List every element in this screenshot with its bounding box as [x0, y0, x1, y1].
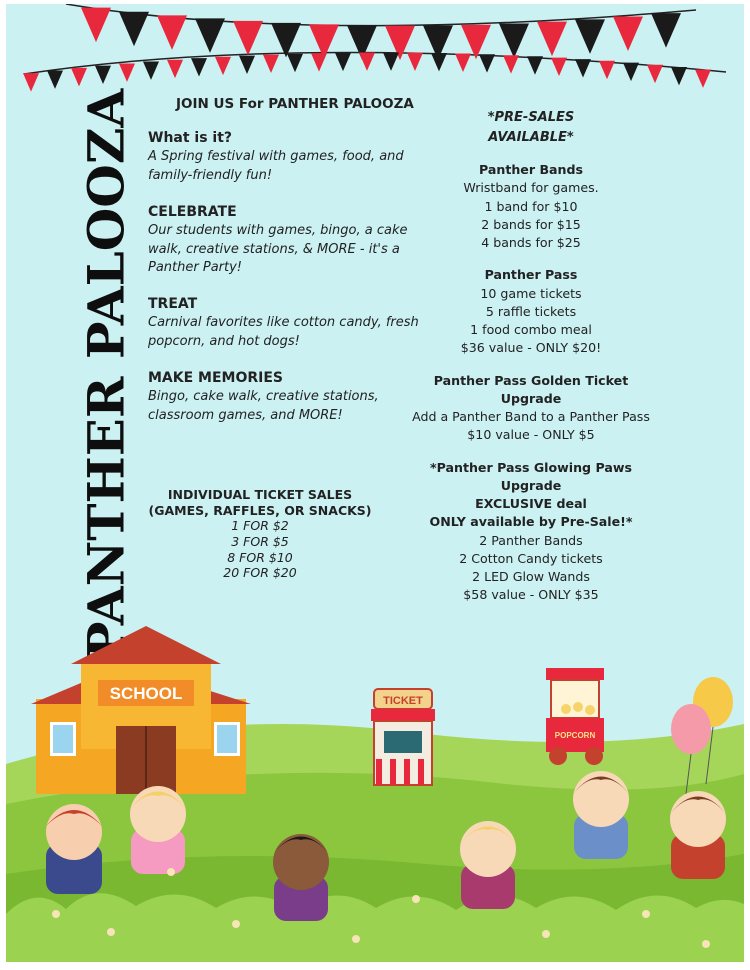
section-heading: CELEBRATE: [148, 203, 237, 220]
ticket-sign: TICKET: [383, 695, 423, 707]
individual-ticket-sales: [144, 487, 376, 581]
cart-sign: POPCORN: [554, 731, 596, 740]
bunting-flag: [119, 63, 135, 81]
bunting-flag: [623, 63, 639, 81]
vertical-title: PANTHER PALOOZA: [76, 88, 136, 660]
bunting-flag: [215, 57, 231, 75]
bunting-flag: [613, 16, 643, 51]
offer-line: 5 raffle tickets: [485, 303, 577, 319]
price-line: 20 FOR $20: [223, 565, 297, 581]
price-line: 1 FOR $2: [231, 518, 289, 534]
section-celebrate: [148, 204, 423, 279]
offer-line: $36 value - ONLY $20!: [460, 340, 602, 356]
school-building: [31, 626, 251, 794]
presale-column: [411, 108, 651, 605]
offer-title: ONLY available by Pre-Sale!*: [429, 514, 633, 530]
bunting-flag: [455, 54, 471, 72]
offer-title: EXCLUSIVE deal: [475, 496, 587, 511]
offer-line: $10 value - ONLY $5: [467, 427, 595, 443]
section-heading: What is it?: [148, 130, 233, 146]
price-line: 8 FOR $10: [227, 549, 293, 565]
offer-line: 10 game tickets: [480, 285, 582, 301]
individual-heading: INDIVIDUAL TICKET SALES: [167, 487, 353, 502]
section-what: [148, 130, 423, 186]
offer-line: 1 band for $10: [484, 198, 578, 214]
flyer-page: [6, 4, 744, 962]
section-memories: [148, 370, 423, 426]
offer-line: 2 Cotton Candy tickets: [459, 550, 603, 566]
bunting-flag: [599, 61, 615, 79]
bunting-flag: [499, 23, 529, 58]
bunting-flag: [575, 19, 605, 54]
offer-line: Add a Panther Band to a Panther Pass: [412, 409, 650, 424]
bunting-flag: [195, 18, 225, 53]
offer-panther-pass: [411, 266, 651, 357]
offer-title: Panther Pass: [484, 267, 578, 283]
popcorn-cart: [546, 668, 604, 765]
bunting-flag: [383, 52, 399, 70]
bunting-flag: [671, 67, 687, 85]
bunting-flag: [651, 13, 681, 48]
bunting-flag: [431, 53, 447, 71]
offer-line: 1 food combo meal: [470, 322, 592, 337]
offer-line: 2 bands for $15: [481, 216, 581, 232]
section-heading: MAKE MEMORIES: [148, 369, 284, 386]
offer-title: Panther Pass Golden Ticket Upgrade: [433, 372, 629, 406]
section-body: Our students with games, bingo, a cake walk, creative stations, & MORE - it's a Panther Party!: [148, 222, 408, 276]
bunting-flag: [575, 59, 591, 77]
bunting-flag: [695, 69, 711, 87]
ticket-booth: [371, 689, 435, 785]
bunting-flag: [23, 73, 39, 91]
section-treat: [148, 296, 423, 352]
bunting-flag: [647, 65, 663, 83]
bunting-flag: [239, 56, 255, 74]
offer-line: 2 Panther Bands: [479, 532, 583, 548]
presales-label: AVAILABLE*: [488, 129, 574, 145]
section-body: Carnival favorites like cotton candy, fresh popcorn, and hot dogs!: [148, 315, 419, 350]
festival-illustration: [6, 614, 744, 962]
offer-line: 2 LED Glow Wands: [472, 569, 590, 584]
section-heading: TREAT: [148, 296, 198, 313]
bunting-flag: [551, 58, 567, 76]
bunting-flag: [527, 56, 543, 74]
offer-golden-ticket: [411, 372, 651, 445]
bunting-flag: [407, 53, 423, 71]
bunting-flag: [81, 8, 111, 43]
school-sign: SCHOOL: [109, 684, 183, 703]
bunting-flag: [71, 68, 87, 86]
offer-line: 4 bands for $25: [481, 235, 581, 250]
offer-title: Panther Bands: [478, 162, 584, 177]
bunting-flag: [335, 53, 351, 71]
bunting-flag: [143, 61, 159, 79]
info-column: [148, 96, 423, 426]
offer-panther-bands: [411, 161, 651, 252]
bunting-flag: [287, 54, 303, 72]
offer-line: $58 value - ONLY $35: [463, 587, 599, 603]
join-heading: JOIN US For PANTHER PALOOZA: [176, 96, 414, 112]
offer-line: Wristband for games.: [463, 180, 599, 196]
individual-subheading: (GAMES, RAFFLES, OR SNACKS): [148, 502, 372, 518]
offer-glowing-paws: [411, 459, 651, 605]
price-line: 3 FOR $5: [231, 533, 289, 549]
bunting-flag: [503, 55, 519, 73]
bunting-flag: [263, 55, 279, 73]
bunting-flag: [157, 15, 187, 50]
bunting-flag: [359, 53, 375, 71]
bunting-flag: [191, 58, 207, 76]
bunting-flag: [233, 21, 263, 56]
section-body: A Spring festival with games, food, and family-friendly fun!: [148, 149, 404, 183]
bunting-flag: [95, 66, 111, 84]
bunting-flag: [479, 54, 495, 72]
bunting-flag: [119, 12, 149, 47]
section-body: Bingo, cake walk, creative stations, classroom games, and MORE!: [148, 388, 379, 423]
bunting-flag: [311, 53, 327, 71]
bunting-flag: [537, 22, 567, 57]
bunting-flag: [47, 70, 63, 88]
presales-label: *PRE-SALES: [487, 110, 575, 125]
offer-title: *Panther Pass Glowing Paws Upgrade: [430, 459, 632, 493]
bunting-flag: [167, 60, 183, 78]
